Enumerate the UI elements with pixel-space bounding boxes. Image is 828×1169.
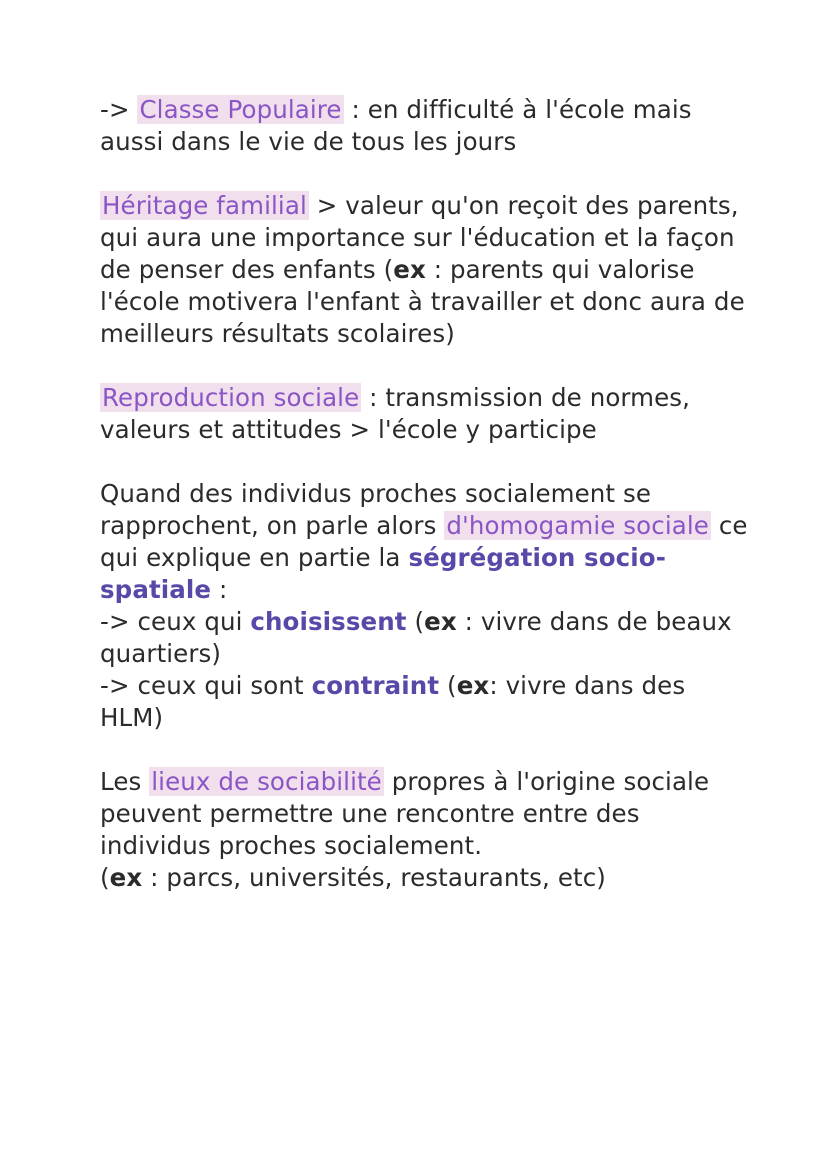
definition-text: : en difficulté à l'école mais aussi dans le vie de tous les jours <box>100 95 692 156</box>
list-text: -> ceux qui <box>100 607 251 636</box>
paragraph-homogamie <box>100 478 750 734</box>
notes-page <box>100 94 750 926</box>
example-text: : vivre dans des HLM) <box>100 671 686 732</box>
ex-label: ex <box>424 607 457 636</box>
term-reproduction-sociale: Reproduction sociale <box>102 383 360 412</box>
list-item-contraint <box>100 670 750 734</box>
keyword-segregation: ségrégation socio-spatiale <box>100 543 666 604</box>
definition-text: : transmission de normes, valeurs et attitudes > l'école y participe <box>100 383 691 444</box>
paren-open: ( <box>383 255 394 284</box>
example-text: : parcs, universités, restaurants, etc) <box>142 863 606 892</box>
term-lieux-de-sociabilite: lieux de sociabilité <box>151 767 382 796</box>
paragraph-classe-populaire <box>100 94 750 158</box>
term-heritage-familial: Héritage familial <box>102 191 307 220</box>
paren-open: ( <box>406 607 425 636</box>
body-text: : <box>211 575 228 604</box>
list-text: -> ceux qui sont <box>100 671 312 700</box>
definition-text: > valeur qu'on reçoit des parents, qui aura une importance sur l'éducation et la façon de penser des enfants <box>100 191 739 284</box>
ex-label: ex <box>456 671 490 700</box>
term-homogamie-sociale: d'homogamie sociale <box>446 511 709 540</box>
paren-open: ( <box>439 671 457 700</box>
term-classe-populaire: Classe Populaire <box>139 95 342 124</box>
paragraph-heritage-familial <box>100 190 750 350</box>
example-text: : parents qui valorise l'école motivera l'enfant à travailler et donc aura de meilleurs résultats scolaires) <box>100 255 745 348</box>
body-text: ce qui explique en partie la <box>100 511 748 572</box>
paragraph-lieux-sociabilite <box>100 766 750 894</box>
arrow: -> <box>100 95 130 124</box>
keyword-contraint: contraint <box>311 671 440 700</box>
example-line <box>100 862 750 894</box>
paren-open: ( <box>100 863 110 892</box>
paragraph-reproduction-sociale <box>100 382 750 446</box>
example-text: : vivre dans de beaux quartiers) <box>100 607 732 668</box>
ex-label: ex <box>109 863 143 892</box>
body-text: propres à l'origine sociale peuvent permettre une rencontre entre des individus proches socialement. <box>100 767 710 860</box>
keyword-choisissent: choisissent <box>250 607 407 636</box>
body-text: Les <box>100 767 150 796</box>
body-text: Quand des individus proches socialement se rapprochent, on parle alors <box>100 479 652 540</box>
ex-label: ex <box>393 255 426 284</box>
list-item-choisissent <box>100 606 750 670</box>
